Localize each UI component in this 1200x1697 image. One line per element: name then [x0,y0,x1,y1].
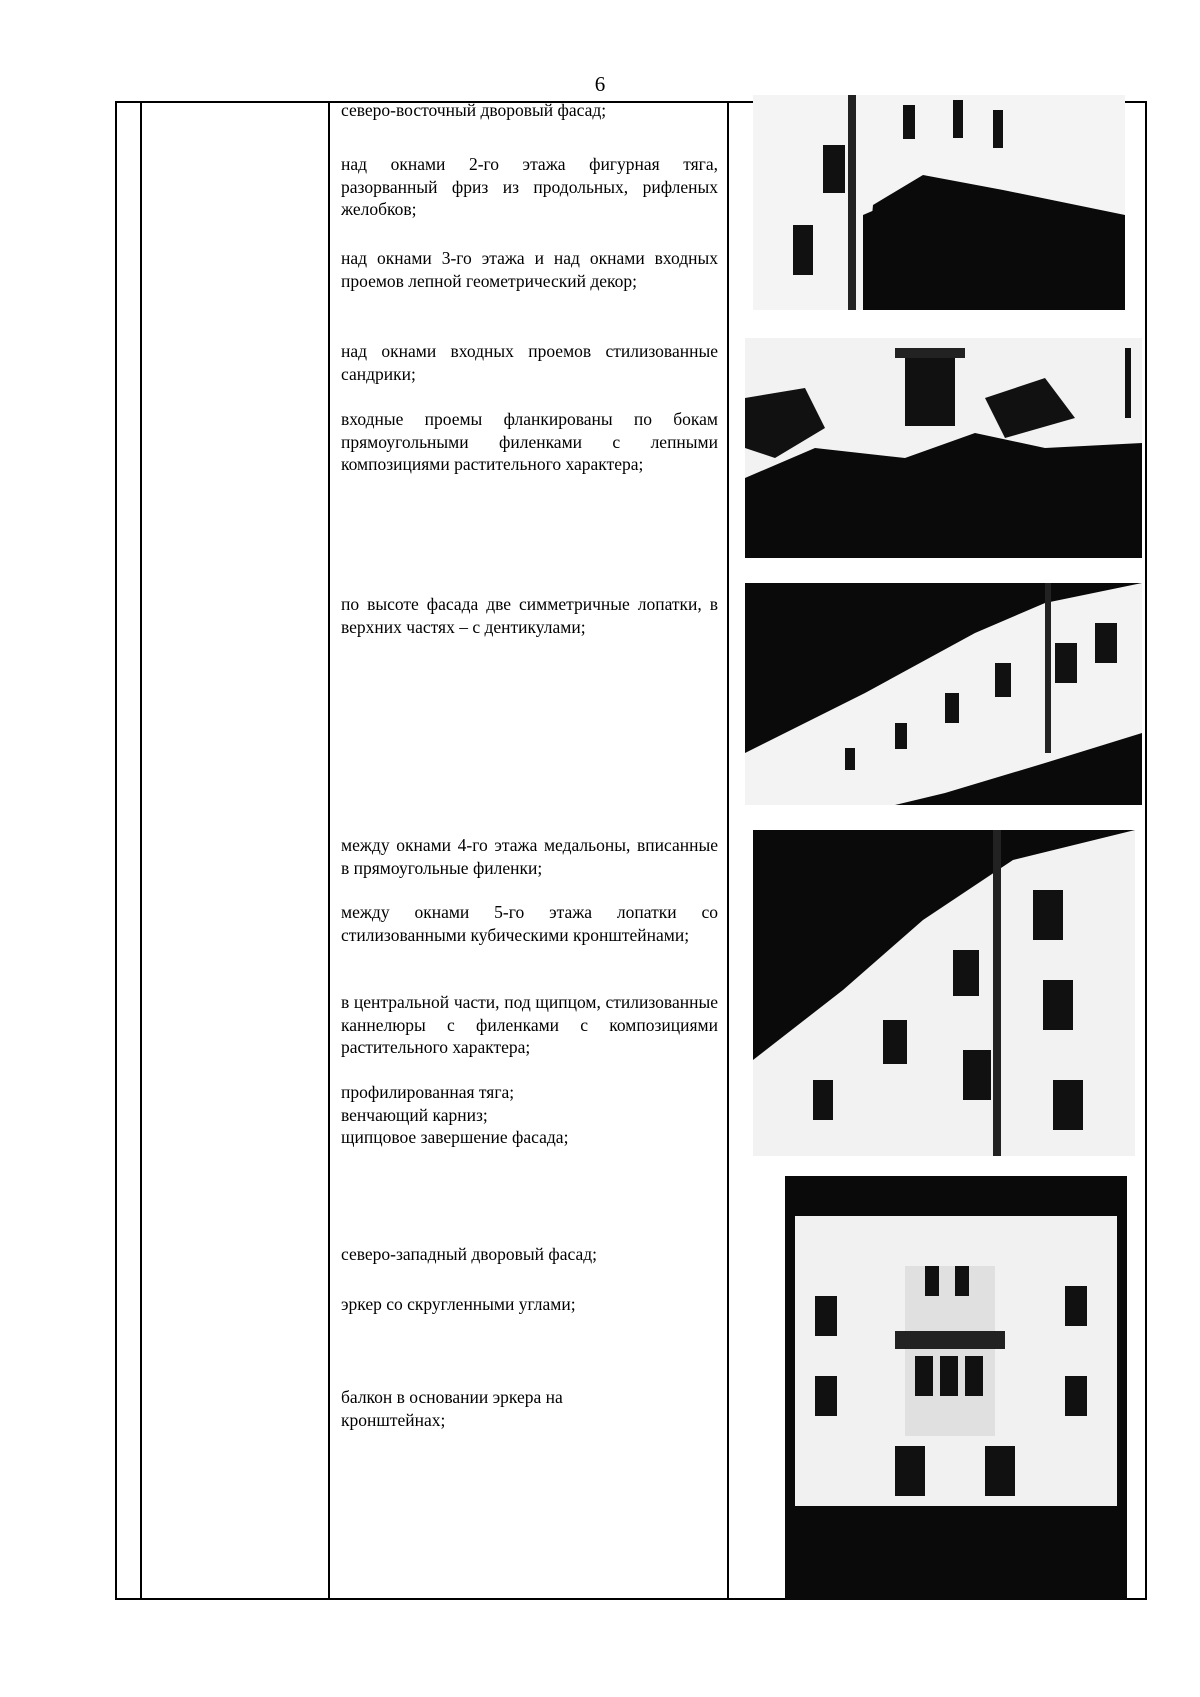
description-line: балкон в основании эркера на [341,1387,563,1407]
table-column-divider [727,103,729,1598]
description-line: между окнами 4-го этажа медальоны, вписанные в прямоугольные филенки; [341,835,718,878]
description-line: над окнами 2-го этажа фигурная тяга, разорванный фриз из продольных, рифленых желобков; [341,154,718,219]
description-item [341,1293,718,1316]
description-line: над окнами входных проемов стилизованные сандрики; [341,341,718,384]
description-line: в центральной части, под щипцом, стилизованные каннелюры с филенками с композициями растительного характера; [341,992,718,1057]
table-column-divider [328,103,330,1598]
bay-window-facade-photo [785,1176,1127,1600]
description-line: профилированная тяга; [341,1082,515,1102]
description-line: щипцовое завершение фасада; [341,1127,569,1147]
description-item [341,99,718,122]
description-item [341,1386,718,1431]
table-column-divider [140,103,142,1598]
description-line: входные проемы фланкированы по бокам прямоугольными филенками с лепными композициями растительного характера; [341,409,718,474]
facade-photo [753,95,1125,310]
description-line: северо-восточный дворовый фасад; [341,100,607,120]
description-line: по высоте фасада две симметричные лопатки, в верхних частях – с дентикулами; [341,594,718,637]
description-line: северо-западный дворовый фасад; [341,1244,598,1264]
entrance-photo [745,338,1142,558]
description-item [341,153,718,221]
description-line: венчающий карниз; [341,1104,488,1125]
description-item [341,247,718,292]
description-item [341,408,718,476]
description-item [341,1243,718,1266]
description-item [341,901,718,946]
description-line: эркер со скругленными углами; [341,1294,576,1314]
description-item [341,593,718,638]
description-item [341,1081,718,1149]
description-item [341,991,718,1059]
pilaster-facade-photo [745,583,1142,805]
description-line: между окнами 5-го этажа лопатки со стилизованными кубическими кронштейнами; [341,902,718,945]
medallion-floors-photo [753,830,1135,1156]
description-line: над окнами 3-го этажа и над окнами входных проемов лепной геометрический декор; [341,248,718,291]
description-item [341,340,718,385]
page-number: 6 [594,72,606,96]
description-table [115,101,1147,1600]
description-line: кронштейнах; [341,1409,446,1430]
description-item [341,834,718,879]
